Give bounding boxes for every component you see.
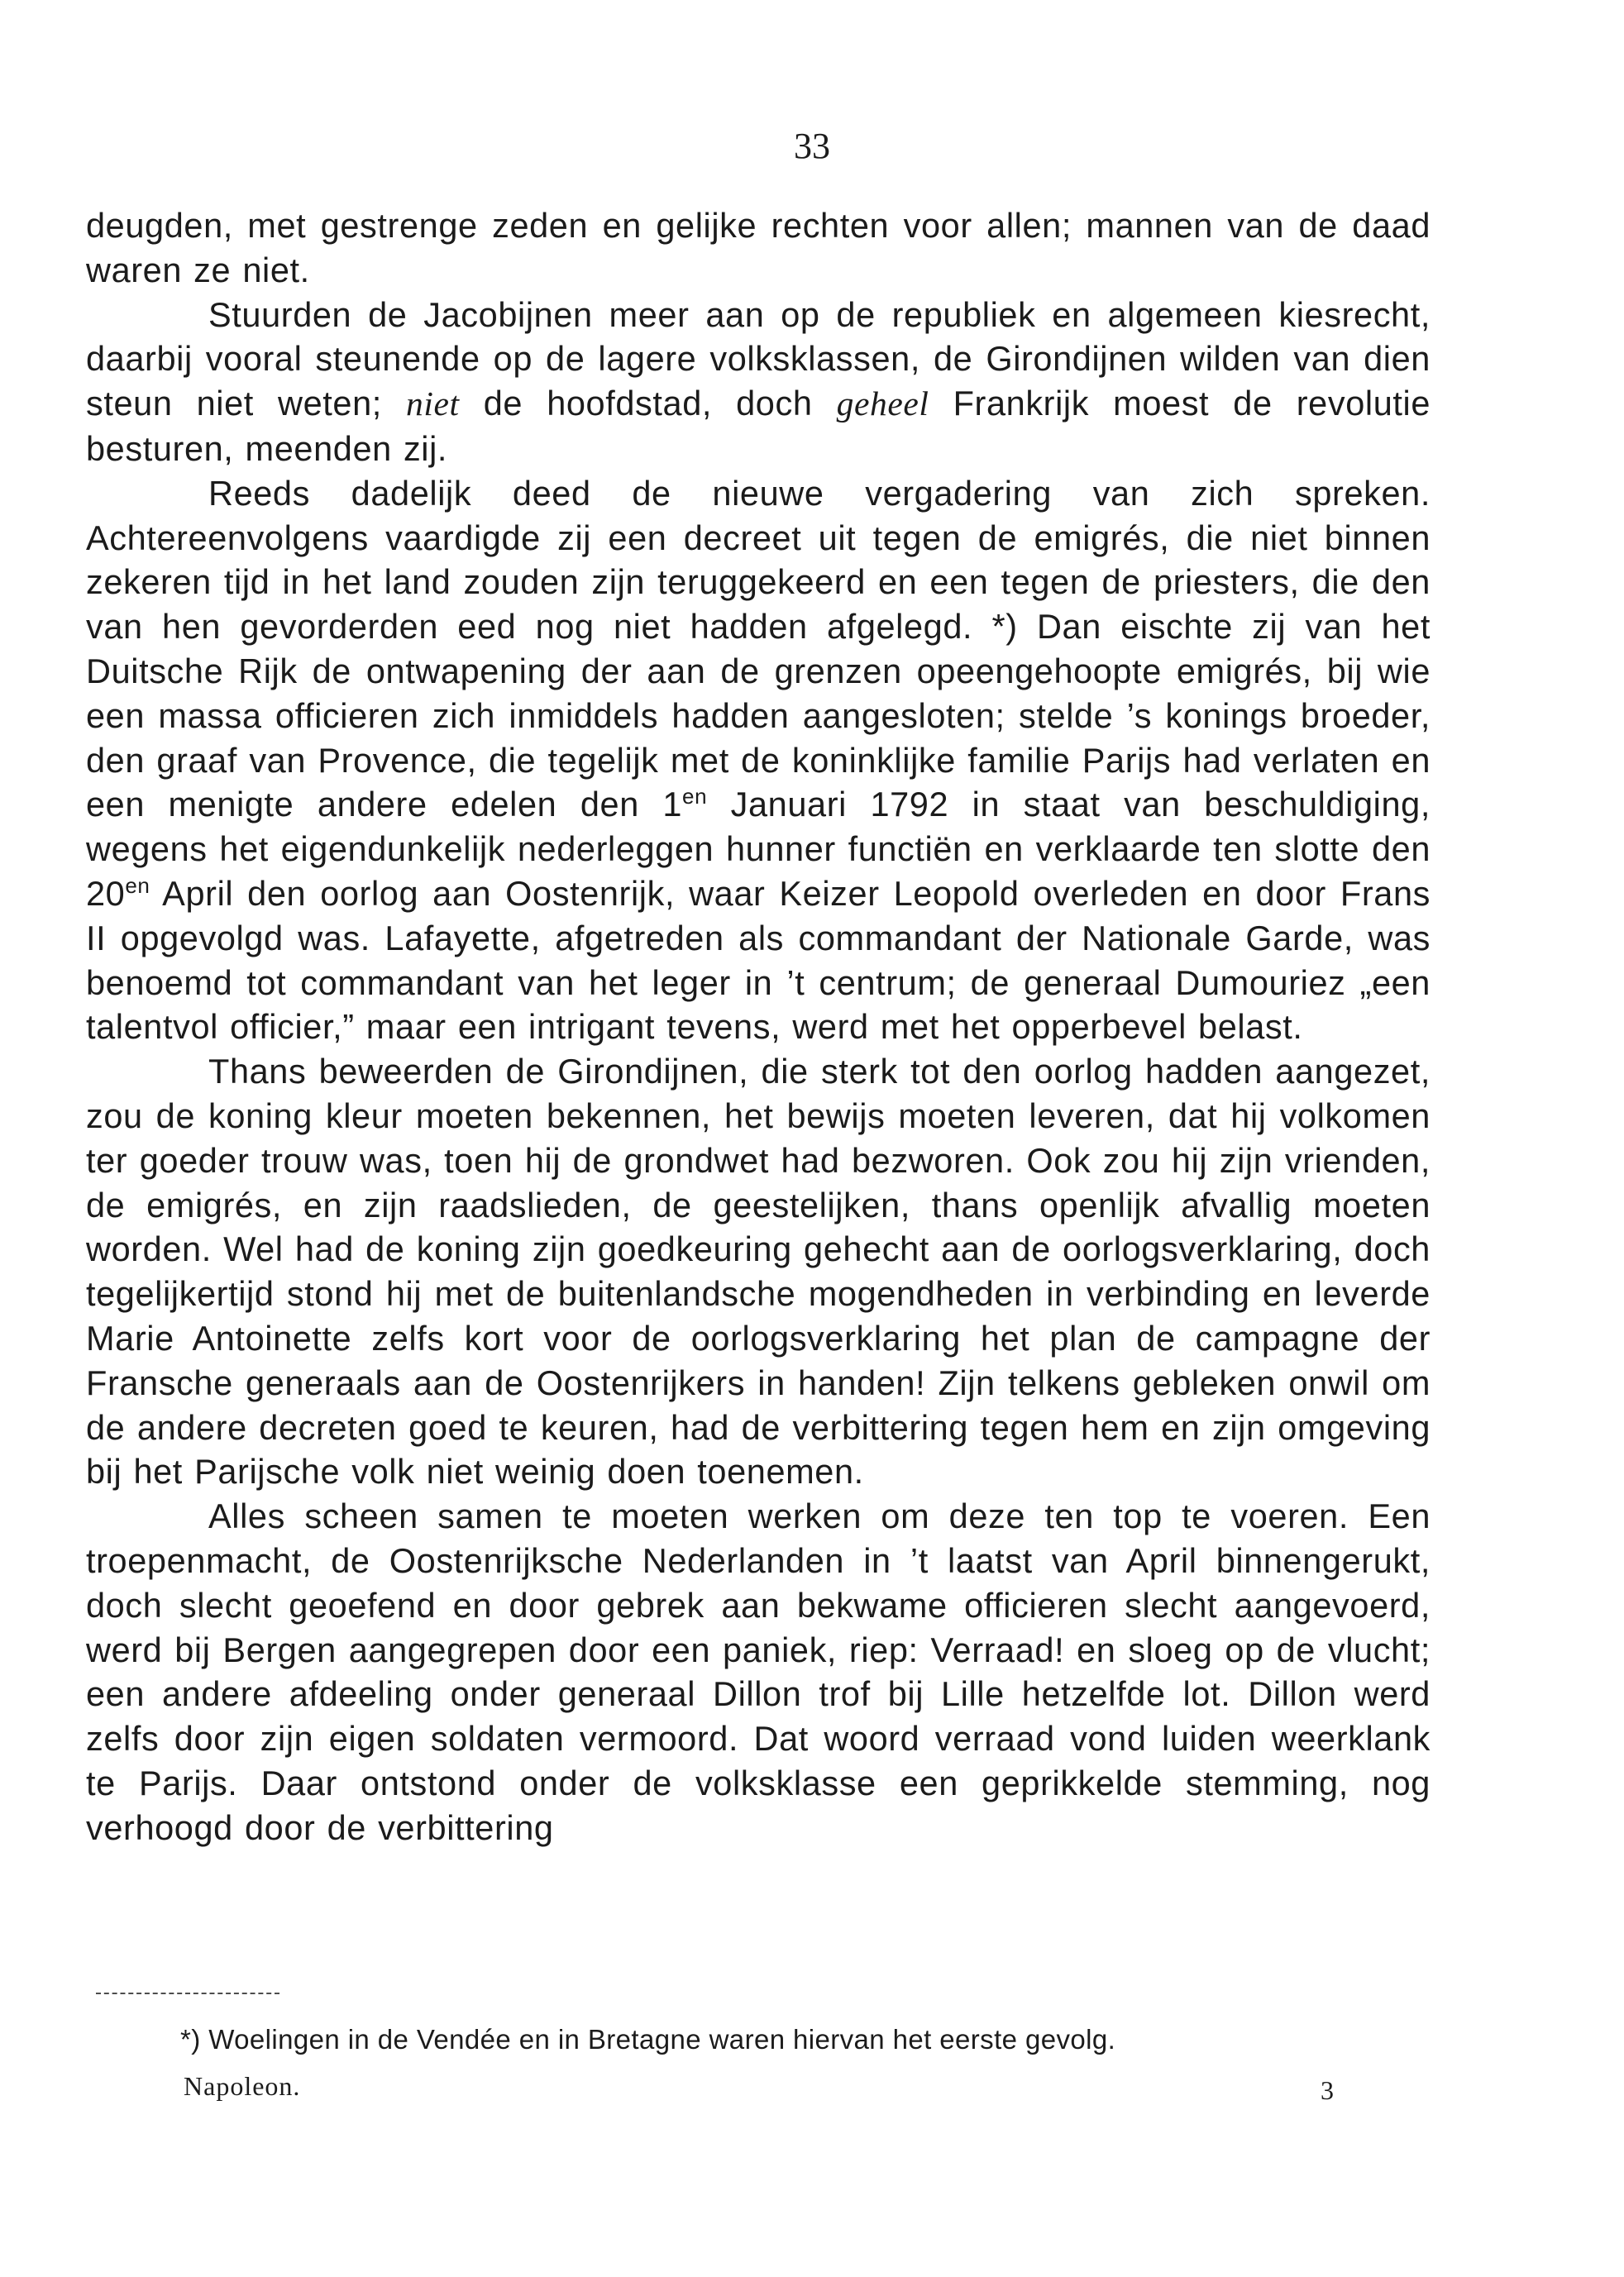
emphasis: geheel: [836, 384, 929, 423]
signature-mark: Napoleon.: [184, 2071, 301, 2101]
emphasis: niet: [406, 384, 460, 423]
ordinal-suffix: en: [682, 784, 708, 809]
body-text: [86, 203, 1431, 1850]
paragraph-1: deugden, met gestrenge zeden en gelijke rechten voor allen; mannen van de daad waren ze niet.: [86, 206, 1431, 289]
text-run: de hoofdstad, doch: [459, 384, 837, 423]
footnote-divider: [96, 1993, 279, 1994]
text-run: Januari 1792 in staat van beschuldiging, wegens het eigendunkelijk nederleggen hunner functiën en verklaarde ten slotte den 20: [86, 785, 1431, 913]
ordinal-suffix: en: [125, 873, 150, 899]
text-run: Reeds dadelijk deed de nieuwe vergadering van zich spreken. Achtereenvolgens vaardigde zij een decreet uit tegen de emigrés, die niet binnen zekeren tijd in het land zouden zijn teruggekeerd en een tegen de priesters, die den van hen gevorderden eed nog niet hadden afgelegd. *) Dan eischte zij van het Duitsche Rijk de ontwapening der aan de grenzen opeengehoopte emigrés, bij wie een massa officieren zich inmiddels hadden aangesloten; stelde ’s konings broeder, den graaf van Provence, die tegelijk met de koninklijke familie Parijs had verlaten en een menigte andere edelen den 1: [86, 473, 1431, 824]
text-run: April den oorlog aan Oostenrijk, waar Keizer Leopold overleden en door Frans II opgevolgd was. Lafayette, afgetreden als commandant der Nationale Garde, was benoemd tot commandant van het leger in ’t centrum; de generaal Dumouriez „een talentvol officier,” maar een intrigant tevens, werd met het opperbevel belast.: [86, 873, 1431, 1047]
paragraph-2: [86, 293, 1431, 471]
sheet-number: 3: [1321, 2075, 1334, 2105]
text-run: Stuurden de Jacobijnen meer aan op de republiek en algemeen kiesrecht, daarbij vooral steunende op de lagere volksklassen, de Girondijnen wilden van dien steun niet weten;: [86, 294, 1431, 423]
paragraph-3: [86, 471, 1431, 1049]
page-number: 33: [794, 126, 830, 166]
text-run: Frankrijk moest de revolutie besturen, meenden zij.: [86, 384, 1431, 468]
footnote: *) Woelingen in de Vendée en in Bretagne waren hiervan het eerste gevolg.: [180, 2024, 1116, 2055]
paragraph-4: Thans beweerden de Girondijnen, die sterk tot den oorlog hadden aangezet, zou de koning kleur moeten bekennen, het bewijs moeten leveren, dat hij volkomen ter goeder trouw was, toen hij de grondwet had bezworen. Ook zou hij zijn vrienden, de emigrés, en zijn raadslieden, de geestelijken, thans openlijk afvallig moeten worden. Wel had de koning zijn goedkeuring gehecht aan de oorlogsverklaring, doch tegelijkertijd stond hij met de buitenlandsche mogendheden in verbinding en leverde Marie Antoinette zelfs kort voor de oorlogsverklaring het plan de campagne der Fransche generaals aan de Oostenrijkers in handen! Zijn telkens gebleken onwil om de andere decreten goed te keuren, had de verbittering tegen hem en zijn omgeving bij het Parijsche volk niet weinig doen toenemen.: [86, 1052, 1431, 1492]
paragraph-5: Alles scheen samen te moeten werken om deze ten top te voeren. Een troepenmacht, de Oostenrijksche Nederlanden in ’t laatst van April binnengerukt, doch slecht geoefend en door gebrek aan bekwame officieren slecht aangevoerd, werd bij Bergen aangegrepen door een paniek, riep: Verraad! en sloeg op de vlucht; een andere afdeeling onder generaal Dillon trof bij Lille hetzelfde lot. Dillon werd zelfs door zijn eigen soldaten vermoord. Dat woord verraad vond luiden weerklank te Parijs. Daar ontstond onder de volksklasse een geprikkelde stemming, nog verhoogd door de verbittering: [86, 1497, 1431, 1847]
